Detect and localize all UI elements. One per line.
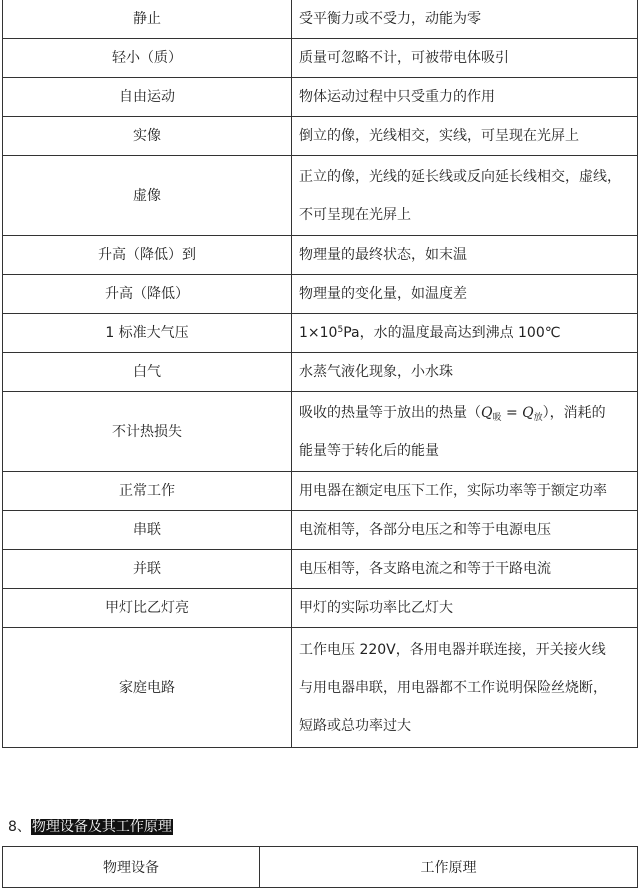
meaning-cell: 物理量的变化量，如温度差 bbox=[292, 275, 638, 314]
table-row bbox=[3, 589, 638, 628]
meaning-cell: 物体运动过程中只受重力的作用 bbox=[292, 78, 638, 117]
table-row bbox=[3, 353, 638, 392]
meaning-line: 正立的像，光线的延长线或反向延长线相交，虚线， bbox=[299, 168, 621, 185]
term-cell: 虚像 bbox=[3, 156, 292, 236]
term-cell: 实像 bbox=[3, 117, 292, 156]
heat-symbol: Q bbox=[481, 404, 493, 421]
table-row bbox=[3, 550, 638, 589]
term-cell: 1 标准大气压 bbox=[3, 314, 292, 353]
table-row bbox=[3, 156, 638, 236]
term-cell: 升高（降低）到 bbox=[3, 236, 292, 275]
section-number: 8、 bbox=[8, 819, 31, 835]
table-row bbox=[3, 78, 638, 117]
meaning-line: 短路或总功率过大 bbox=[299, 717, 411, 734]
meaning-text: 吸收的热量等于放出的热量（ bbox=[299, 404, 481, 421]
term-cell: 不计热损失 bbox=[3, 392, 292, 472]
meaning-cell: 电流相等，各部分电压之和等于电源电压 bbox=[292, 511, 638, 550]
meaning-cell: 电压相等，各支路电流之和等于干路电流 bbox=[292, 550, 638, 589]
term-cell: 白气 bbox=[3, 353, 292, 392]
table-row bbox=[3, 275, 638, 314]
meaning-line: 工作电压 220V，各用电器并联连接，开关接火线 bbox=[299, 641, 606, 658]
subscript: 放 bbox=[533, 412, 543, 423]
table-row bbox=[3, 0, 638, 39]
section-title: 物理设备及其工作原理 bbox=[31, 819, 172, 835]
meaning-line: 不可呈现在光屏上 bbox=[299, 206, 411, 223]
table-row bbox=[3, 511, 638, 550]
term-cell: 升高（降低） bbox=[3, 275, 292, 314]
term-cell: 静止 bbox=[3, 0, 292, 39]
term-cell: 家庭电路 bbox=[3, 628, 292, 748]
column-header-principle: 工作原理 bbox=[260, 847, 638, 888]
meaning-text: Pa，水的温度最高达到沸点 100℃ bbox=[343, 325, 561, 341]
table-row bbox=[3, 392, 638, 472]
meaning-cell: 倒立的像，光线相交，实线，可呈现在光屏上 bbox=[292, 117, 638, 156]
table-row bbox=[3, 236, 638, 275]
equals-sign: = bbox=[501, 404, 523, 421]
exponent: 5 bbox=[337, 325, 344, 335]
column-header-device: 物理设备 bbox=[3, 847, 260, 888]
meaning-cell bbox=[292, 628, 638, 748]
meaning-cell: 甲灯的实际功率比乙灯大 bbox=[292, 589, 638, 628]
table-row bbox=[3, 117, 638, 156]
table-row bbox=[3, 472, 638, 511]
meaning-text: 1×10 bbox=[299, 325, 338, 341]
meaning-cell: 质量可忽略不计，可被带电体吸引 bbox=[292, 39, 638, 78]
meaning-line: 能量等于转化后的能量 bbox=[299, 442, 439, 459]
meaning-cell bbox=[292, 392, 638, 472]
meaning-cell bbox=[292, 314, 638, 353]
table-row bbox=[3, 39, 638, 78]
subscript: 吸 bbox=[492, 412, 502, 423]
heat-symbol: Q bbox=[522, 404, 534, 421]
term-cell: 串联 bbox=[3, 511, 292, 550]
meaning-cell: 用电器在额定电压下工作，实际功率等于额定功率 bbox=[292, 472, 638, 511]
term-cell: 轻小（质） bbox=[3, 39, 292, 78]
term-cell: 甲灯比乙灯亮 bbox=[3, 589, 292, 628]
table-header-row bbox=[3, 847, 638, 888]
meaning-line bbox=[299, 394, 633, 432]
table-row bbox=[3, 314, 638, 353]
term-cell: 正常工作 bbox=[3, 472, 292, 511]
meaning-cell bbox=[292, 156, 638, 236]
meaning-cell: 水蒸气液化现象，小水珠 bbox=[292, 353, 638, 392]
term-cell: 并联 bbox=[3, 550, 292, 589]
meaning-line: 与用电器串联，用电器都不工作说明保险丝烧断， bbox=[299, 679, 607, 696]
meaning-cell: 受平衡力或不受力，动能为零 bbox=[292, 0, 638, 39]
terms-table bbox=[2, 0, 638, 748]
device-table bbox=[2, 846, 638, 888]
meaning-cell: 物理量的最终状态，如末温 bbox=[292, 236, 638, 275]
meaning-text: ），消耗的 bbox=[542, 404, 606, 421]
term-cell: 自由运动 bbox=[3, 78, 292, 117]
section-heading bbox=[8, 816, 173, 838]
table-row bbox=[3, 628, 638, 748]
